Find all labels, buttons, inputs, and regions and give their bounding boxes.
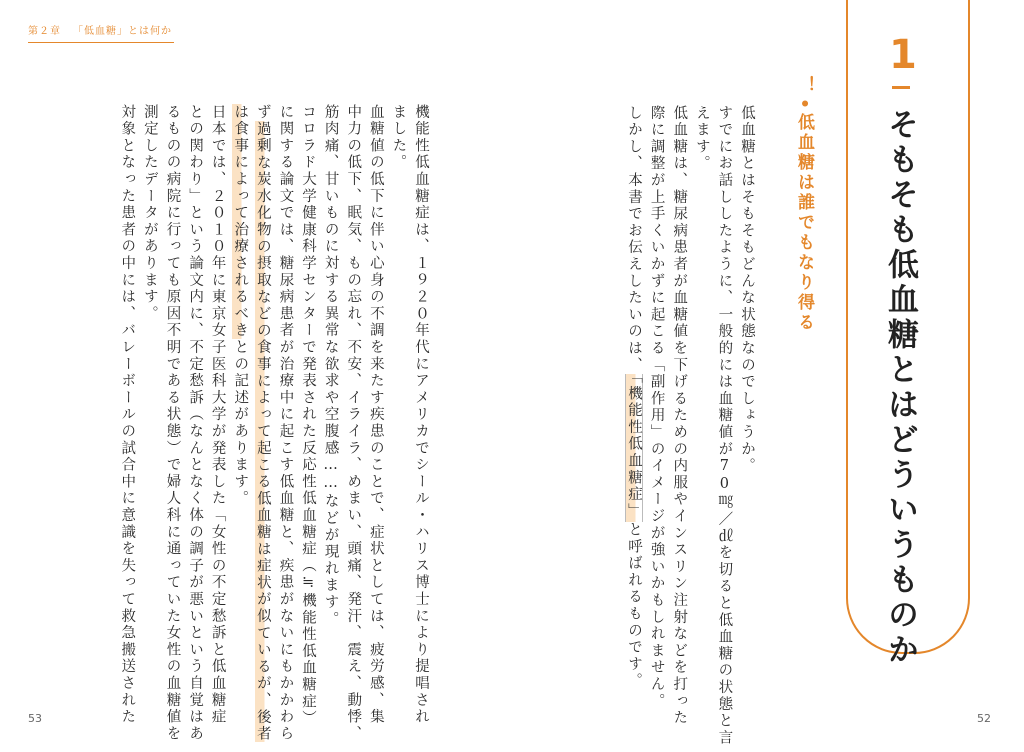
body-line: 血糖値の低下に伴い心身の不調を来たす疾患のことで、症状としては、疲労感、集 [367,104,384,726]
chapter-title: そもそも低血糖とはどういうものか [882,108,918,668]
body-line: 低血糖は、糖尿病患者が血糖値を下げるための内服やインスリン注射などを打った [671,105,688,727]
body-line: との関わり」という論文内に、不定愁訴（なんとなく体の調子が悪いという自覚はあ [187,104,204,743]
chapter-number: 1 [889,32,917,78]
body-line: えます。 [693,105,710,173]
right-page-body [622,105,758,746]
body-text: しかし、本書でお伝えしたいのは、 [626,105,643,374]
page-number-right: 52 [977,712,991,725]
section-heading: 低血糖は誰でもなり得る [794,113,814,333]
chapter-number-dash [892,86,910,89]
body-line: 筋肉痛、甘いものに対する異常な欲求や空腹感……などが現れます。 [322,104,339,628]
body-text: ず [254,104,271,121]
section-exclamation-icon: ！• [795,76,815,117]
body-line: 低血糖とはそもそもどんな状態なのでしょうか。 [739,105,755,475]
body-line: 対象となった患者の中には、バレーボールの試合中に意識を失って救急搬送された [119,104,136,726]
body-line: に関する論文では、糖尿病患者が治療中に起こす低血糖と、疾患がないにもかかわら [277,104,294,743]
running-header [28,22,174,43]
highlighted-text: は食事によって治療されるべき [232,104,249,340]
highlighted-text: 過剰な炭水化物の摂取などの食事によって起こる低血糖は症状が似ているが、後者 [254,120,271,743]
left-page-body [116,104,432,742]
highlighted-term: 「機能性低血糖症」 [626,375,643,520]
body-line: 機能性低血糖症は、１９２０年代にアメリカでシール・ハリス博士により提唱され [413,104,429,726]
chapter-header-title: 「低血糖」とは何か [73,26,172,37]
body-text: との記述があります。 [232,339,249,508]
body-line: 測定したデータがあります。 [141,104,158,323]
body-line: すでにお話ししたように、一般的には血糖値が70㎎／㎗を切ると低血糖の状態と言 [716,105,733,747]
body-line: るものの病院に行っても原因不明である状態）で婦人科に通っていた女性の血糖値を [164,104,181,743]
body-line: 日本では、２０１０年に東京女子医科大学が発表した「女性の不定愁訴と低血糖症 [209,104,226,726]
page-number-left: 53 [28,712,42,725]
body-line-mixed [251,104,274,742]
body-line: コロラド大学健康科学センターで発表された反応性低血糖症（≒機能性低血糖症） [300,104,317,728]
body-text: と呼ばれるものです。 [626,521,643,690]
chapter-label: 第２章 [28,26,61,37]
body-line: 中力の低下、眠気、もの忘れ、不安、イライラ、めまい、頭痛、発汗、震え、動悸、 [345,104,362,743]
body-line-mixed [622,105,645,746]
body-line: 際に調整が上手くいかずに起こる「副作用」のイメージが強いかもしれません。 [648,105,665,710]
body-line-mixed [229,104,252,742]
body-line: ました。 [390,104,407,172]
